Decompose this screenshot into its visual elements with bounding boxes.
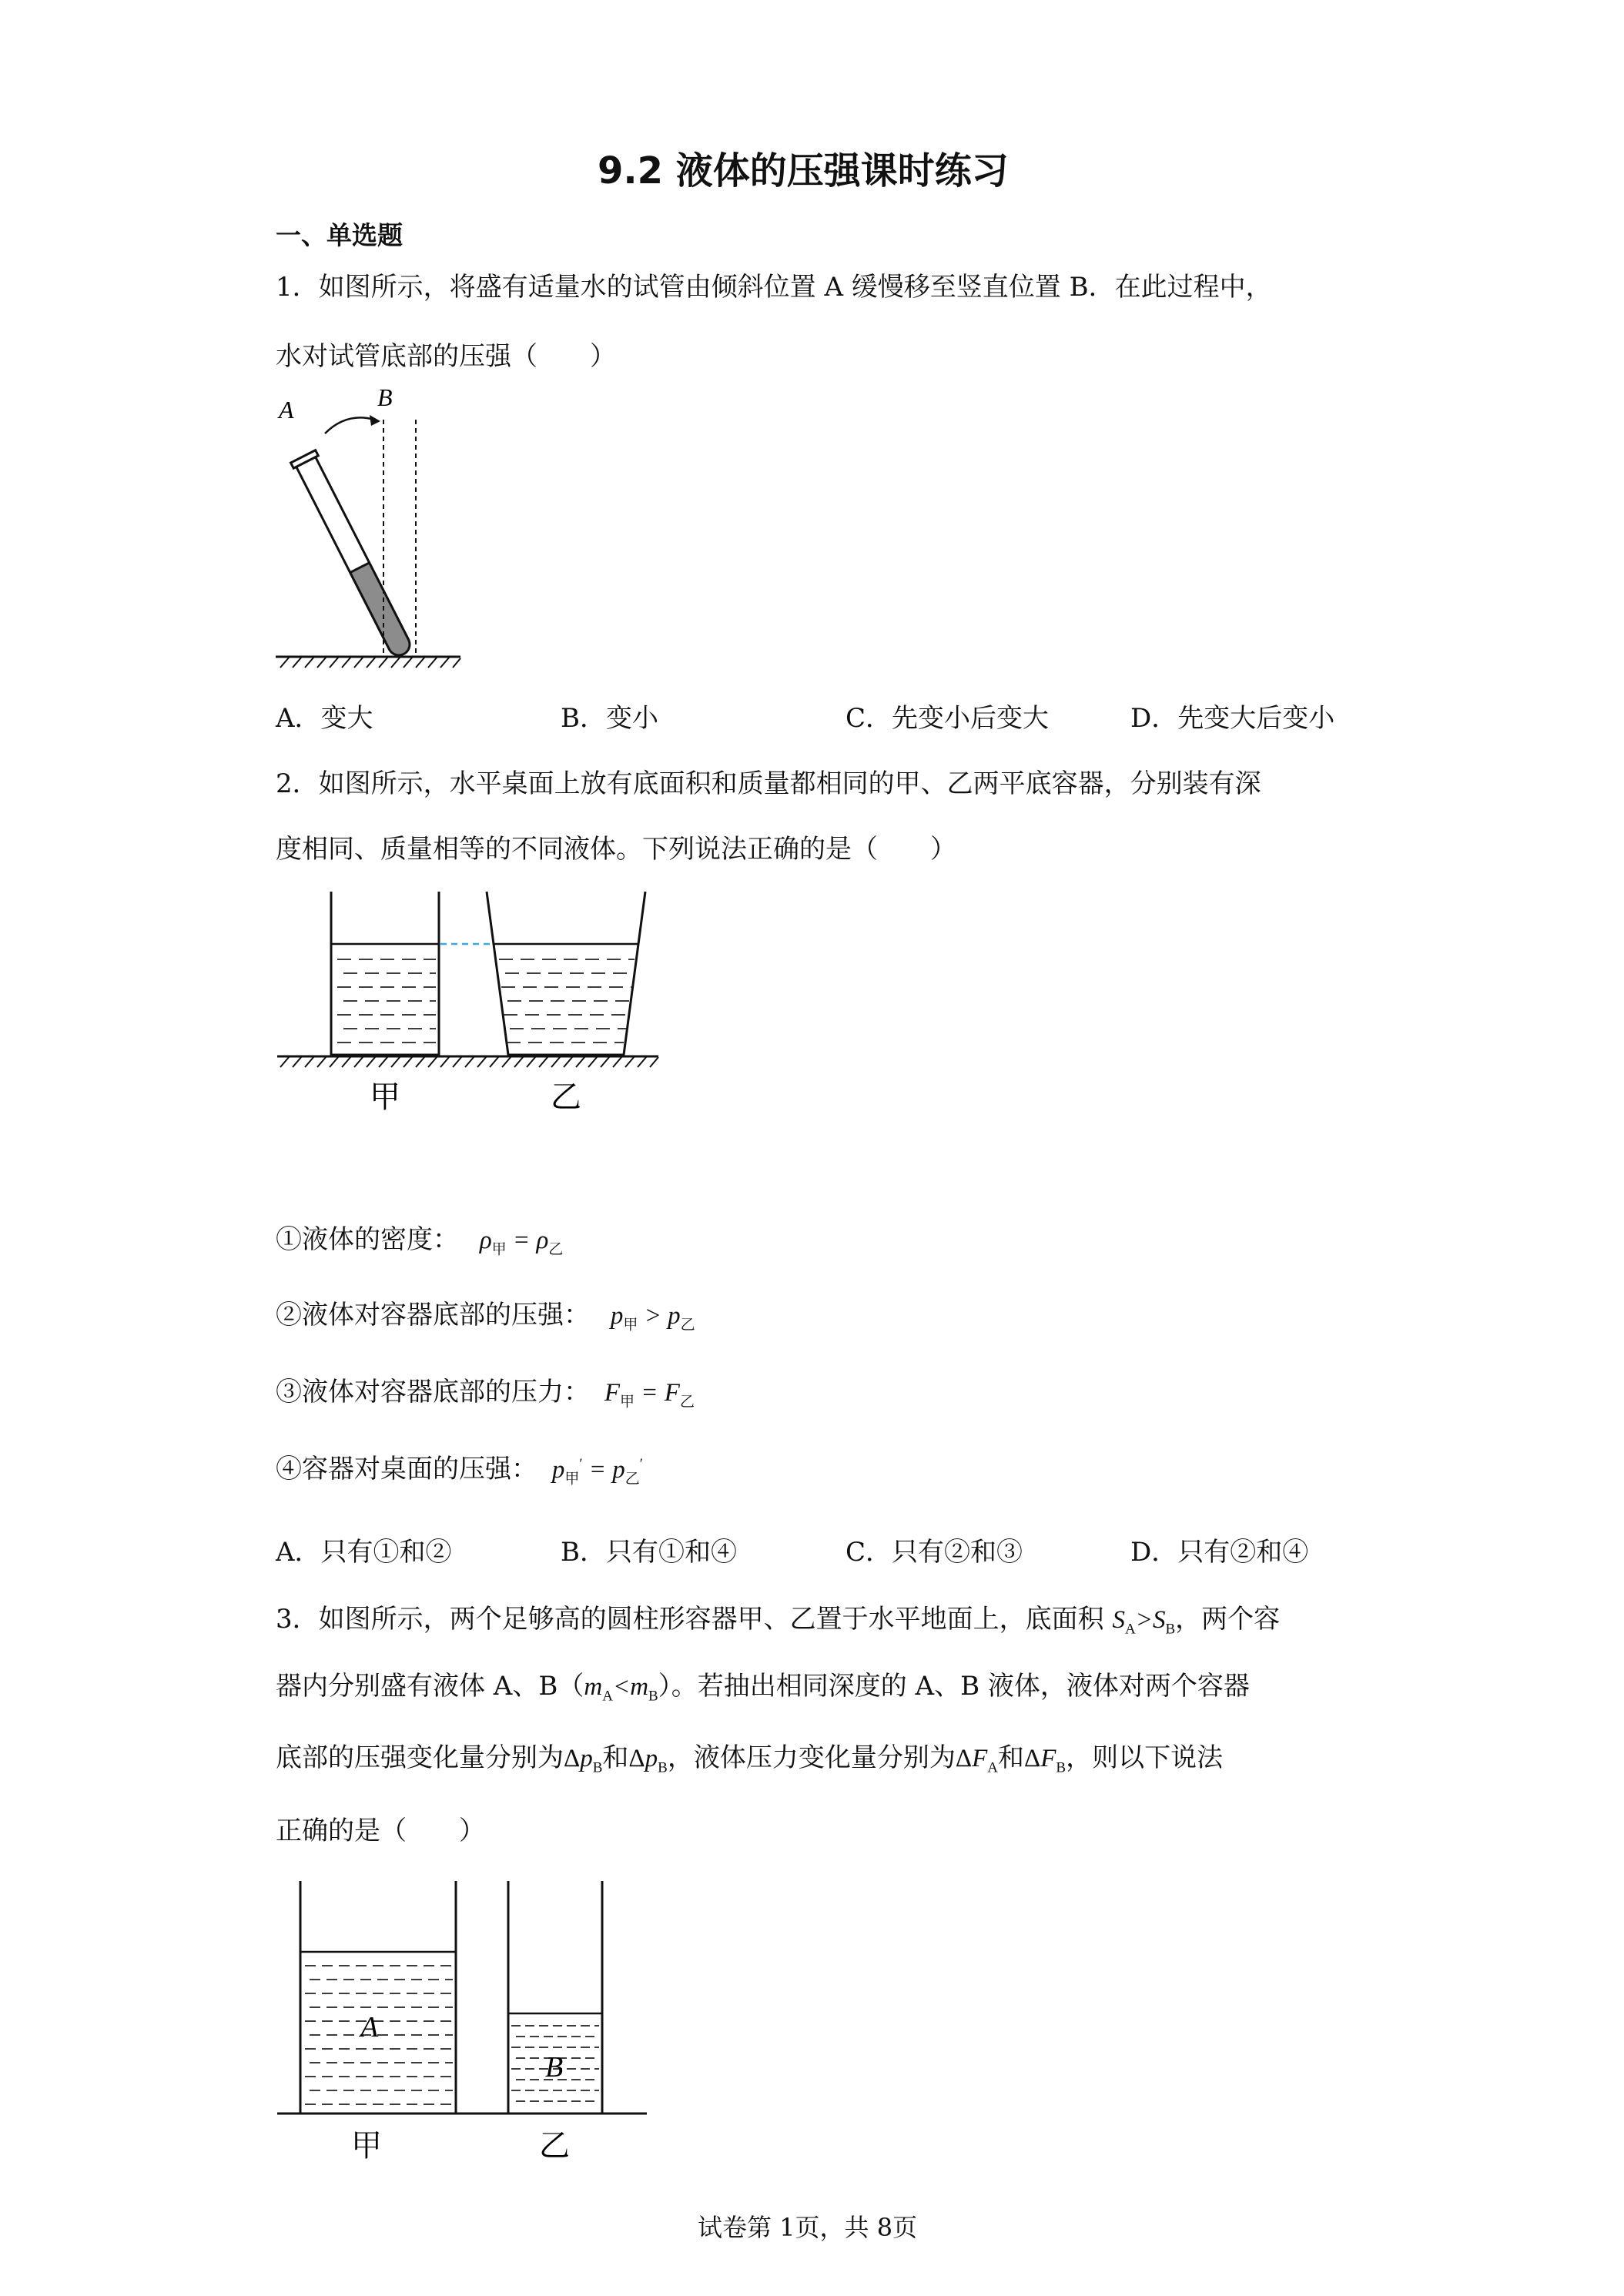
q3-line3-text-a: 底部的压强变化量分别为 <box>276 1742 564 1773</box>
section-heading: 一、单选题 <box>276 220 403 250</box>
q2-option-c[interactable]: C．只有②和③ <box>845 1537 1023 1568</box>
q1-option-c[interactable]: C．先变小后变大 <box>845 703 1050 734</box>
q2-containers-figure <box>270 885 670 1124</box>
q3-line3-formula-4: $\Delta F_B$ <box>1023 1745 1066 1776</box>
q2-option-b[interactable]: B．只有①和④ <box>561 1537 737 1568</box>
q2-option-a[interactable]: A．只有①和② <box>276 1537 452 1568</box>
q3-line2-text-b: ）。若抽出相同深度的 A、B 液体，液体对两个容器 <box>658 1671 1250 1702</box>
q3-line1-formula: $S_A>S_B$ <box>1112 1606 1176 1638</box>
q2-statement-1 <box>276 1218 563 1259</box>
q1-option-a[interactable]: A．变大 <box>276 703 373 734</box>
q3-cylinders-figure <box>270 1875 662 2164</box>
q3-line3-text-d: 和 <box>997 1742 1024 1773</box>
page-footer: 试卷第 1页，共 8页 <box>698 2213 918 2242</box>
label-b: B <box>377 383 393 411</box>
label-yi: 乙 <box>551 1079 581 1115</box>
q3-line1-text-a: 3．如图所示，两个足够高的圆柱形容器甲、乙置于水平地面上，底面积 <box>276 1604 1113 1635</box>
statement-2-formula: $p_甲 > p_乙$ <box>610 1302 695 1334</box>
q3-line3-text-b: 和 <box>602 1742 629 1773</box>
label-jia: 甲 <box>351 2128 382 2164</box>
container-yi <box>487 892 645 1055</box>
q1-stem-line2: 水对试管底部的压强（ ） <box>276 341 616 372</box>
q3-stem-line2 <box>276 1665 1250 1705</box>
q3-line3-text-c: ，液体压力变化量分别为 <box>667 1742 956 1773</box>
q3-line3-formula-1: $\Delta p_B$ <box>564 1745 603 1776</box>
q3-line3-text-e: ，则以下说法 <box>1066 1742 1224 1773</box>
statement-1-formula: $\rho_甲 = \rho_乙$ <box>479 1227 564 1258</box>
q1-option-d[interactable]: D．先变大后变小 <box>1130 703 1335 734</box>
q3-line3-formula-3: $\Delta F_A$ <box>955 1745 998 1776</box>
q1-stem-line1: 1．如图所示，将盛有适量水的试管由倾斜位置 A 缓慢移至竖直位置 B．在此过程中， <box>276 272 1272 303</box>
q3-line2-formula: $m_A<m_B$ <box>584 1673 658 1705</box>
container-jia <box>300 1881 456 2114</box>
ground-hatch <box>276 657 460 668</box>
statement-3-formula: $F_甲 = F_乙$ <box>604 1379 695 1411</box>
label-yi: 乙 <box>539 2128 570 2164</box>
label-liquid-a: A <box>360 2011 379 2043</box>
q2-statement-3 <box>276 1371 695 1411</box>
q3-line1-text-b: ，两个容 <box>1175 1604 1281 1635</box>
q3-line3-formula-2: $\Delta p_B$ <box>628 1745 668 1776</box>
rotation-arrow <box>325 417 374 433</box>
statement-1-prefix: ①液体的密度： <box>276 1224 459 1255</box>
q1-option-b[interactable]: B．变小 <box>561 703 658 734</box>
page-title: 9.2 液体的压强课时练习 <box>598 149 1009 192</box>
label-liquid-b: B <box>545 2051 564 2083</box>
label-a: A <box>279 396 294 423</box>
arrow-head-icon <box>370 415 380 426</box>
q3-stem-line4: 正确的是（ ） <box>276 1816 485 1846</box>
statement-4-prefix: ④容器对桌面的压强： <box>276 1454 537 1484</box>
q2-statement-4 <box>276 1448 643 1488</box>
container-yi <box>508 1881 602 2114</box>
q3-stem-line1 <box>276 1598 1280 1638</box>
test-tube-tilted <box>291 450 417 661</box>
container-jia <box>331 892 439 1055</box>
q1-test-tube-figure <box>262 381 485 681</box>
statement-4-formula: $p_甲' = p_乙'$ <box>551 1456 643 1488</box>
q2-statement-2 <box>276 1294 695 1334</box>
q3-line2-text-a: 器内分别盛有液体 A、B（ <box>276 1671 584 1702</box>
label-jia: 甲 <box>370 1079 400 1115</box>
q3-stem-line3 <box>276 1736 1223 1777</box>
q2-stem-line2: 度相同、质量相等的不同液体。下列说法正确的是（ ） <box>276 834 956 865</box>
statement-3-prefix: ③液体对容器底部的压力： <box>276 1377 590 1407</box>
q2-option-d[interactable]: D．只有②和④ <box>1130 1537 1309 1568</box>
statement-2-prefix: ②液体对容器底部的压强： <box>276 1300 590 1330</box>
q2-stem-line1: 2．如图所示，水平桌面上放有底面积和质量都相同的甲、乙两平底容器，分别装有深 <box>276 768 1261 799</box>
table-hatch <box>277 1056 658 1067</box>
